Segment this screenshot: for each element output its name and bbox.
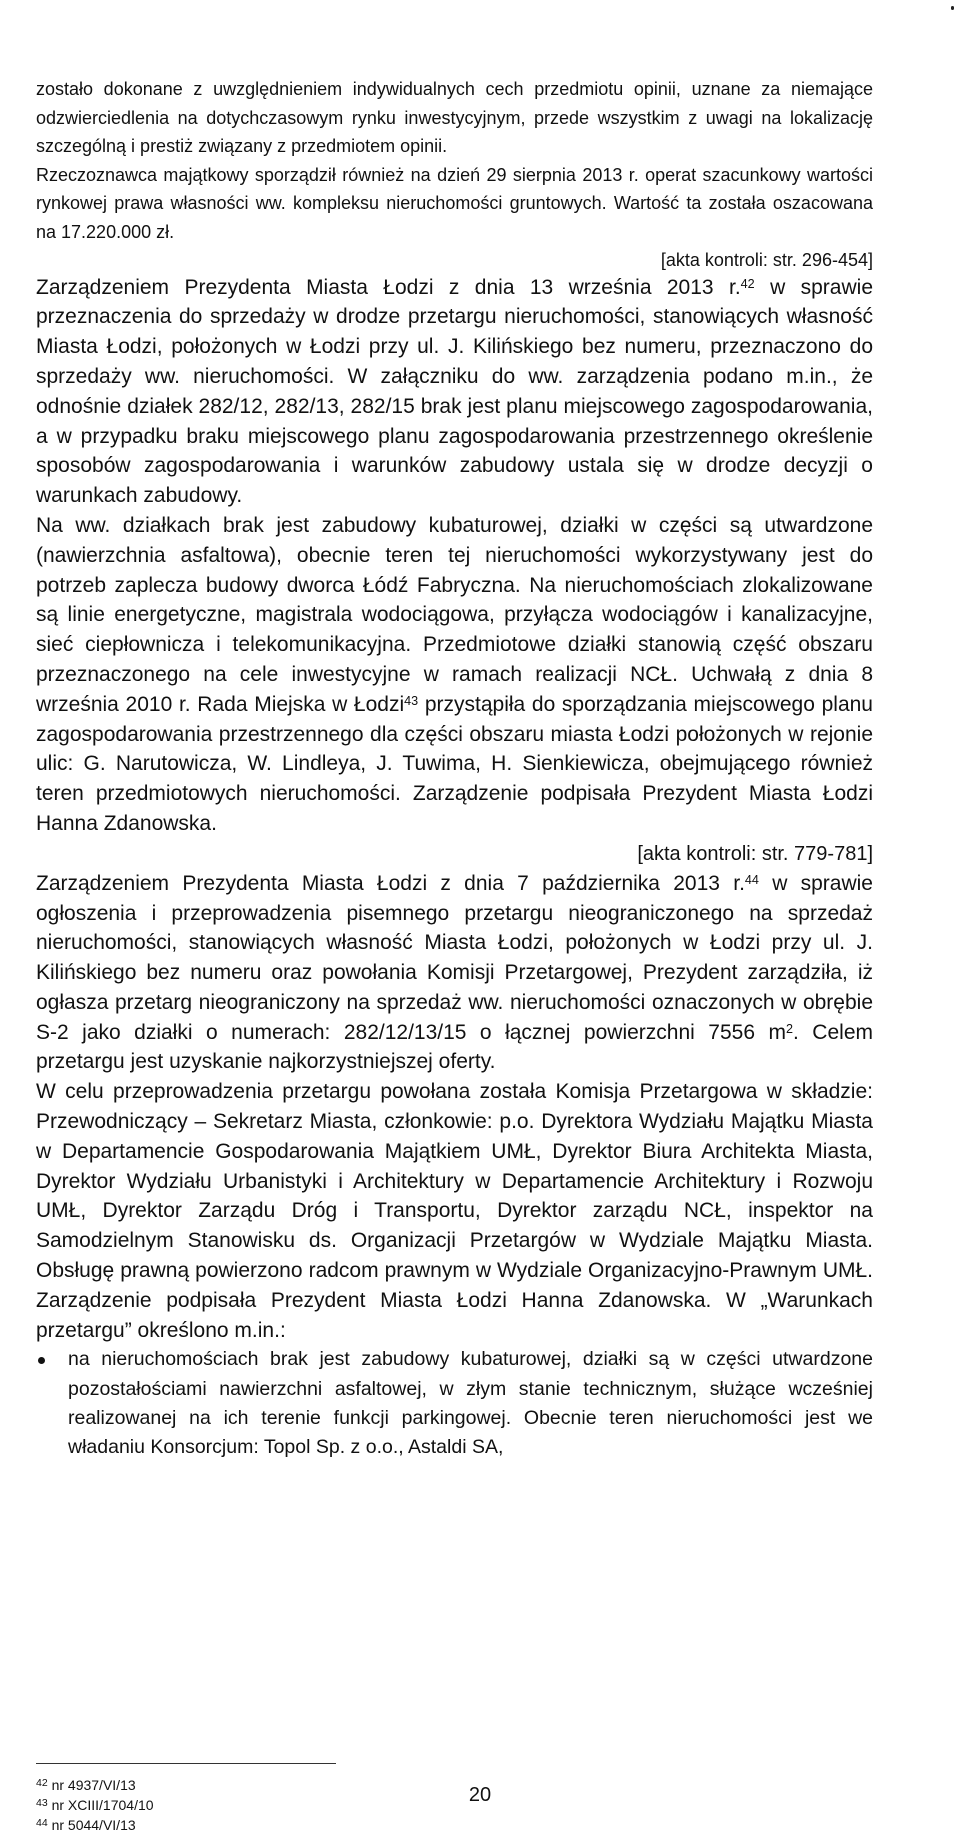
page-number: 20 xyxy=(468,1784,492,1806)
paragraph-opinion-valuation: zostało dokonane z uwzględnieniem indywidualnych cech przedmiotu opinii, uznane za niemające odzwierciedlenia na dotychczasowym rynku inwestycyjnym, przede wszystkim z uwagi na lokalizację szczególną i prestiż związany z przedmiotem opinii. xyxy=(36,79,873,157)
bullet-icon xyxy=(38,1357,45,1364)
superscript-area-unit: 2 xyxy=(785,1022,793,1037)
paragraph-zarzadzenie-sprzedaz xyxy=(36,273,873,511)
paragraph-text: Zarządzeniem Prezydenta Miasta Łodzi z dnia 13 września 2013 r. xyxy=(36,275,741,299)
footnote-ref-44: 44 xyxy=(744,873,759,888)
footnote-text: nr XCIII/1704/10 xyxy=(51,1797,154,1813)
paragraph-appraisal-report: Rzeczoznawca majątkowy sporządził również na dzień 29 sierpnia 2013 r. operat szacunkowy wartości rynkowej prawa własności ww. kompleksu nieruchomości gruntowych. Wartość ta została oszacowana na 17.220.000 zł. xyxy=(36,164,873,242)
footnote-number: 43 xyxy=(36,1797,48,1810)
footnote-ref-43: 43 xyxy=(404,694,419,709)
paragraph-dzialki-stan xyxy=(36,511,873,839)
paragraph-zarzadzenie-przetarg xyxy=(36,869,873,1078)
footnote-ref-42: 42 xyxy=(740,276,755,291)
reference-akta-kontroli: [akta kontroli: str. 296-454] xyxy=(660,249,873,270)
reference-akta-kontroli: [akta kontroli: str. 779-781] xyxy=(637,842,873,865)
paragraph-komisja-przetargowa: W celu przeprowadzenia przetargu powołana została Komisja Przetargowa w składzie: Przewodniczący – Sekretarz Miasta, członkowie: p.o. Dyrektora Wydziału Majątku Miasta w Departamencie Gospodarowania Majątkiem UMŁ, Dyrektor Biura Architekta Miasta, Dyrektor Wydziału Urbanistyki i Architektury w Departamencie Architektury i Rozwoju UMŁ, Dyrektor Zarządu Dróg i Transportu, Dyrektor zarządu NCŁ, inspektor na Samodzielnym Stanowisku ds. Organizacji Przetargów w Wydziale Majątku Miasta. Obsługę prawną powierzono radcom prawnym w Wydziale Organizacyjno-Prawnym UMŁ. Zarządzenie podpisała Prezydent Miasta Łodzi Hanna Zdanowska. W „Warunkach przetargu” określono m.in.: xyxy=(36,1080,873,1342)
paragraph-text: . Celem przetargu jest uzyskanie najkorzystniejszej oferty. xyxy=(36,1020,873,1074)
footnote-44 xyxy=(36,1815,154,1835)
conditions-list xyxy=(36,1345,873,1462)
paragraph-text: w sprawie ogłoszenia i przeprowadzenia pisemnego przetargu nieograniczonego na sprzedaż nieruchomości, stanowiących własność Miasta Łodzi, położonych w Łodzi przy ul. J. Kilińskiego bez numeru oraz powołania Komisji Przetargowej, Prezydent zarządziła, iż ogłasza przetarg nieograniczony na sprzedaż ww. nieruchomości oznaczonych w obrębie S-2 jako działki o numerach: 282/12/13/15 o łącznej powierzchni 7556 m xyxy=(36,871,873,1044)
list-item xyxy=(36,1345,873,1462)
footnote-number: 42 xyxy=(36,1777,48,1790)
footnote-divider xyxy=(36,1763,336,1764)
document-body xyxy=(36,75,873,1462)
paragraph-text: Zarządzeniem Prezydenta Miasta Łodzi z dnia 7 października 2013 r. xyxy=(36,871,745,895)
footnote-number: 44 xyxy=(36,1817,48,1830)
list-item-text: na nieruchomościach brak jest zabudowy kubaturowej, działki są w części utwardzone pozostałościami nawierzchni asfaltowej, w złym stanie technicznym, służące wcześniej realizowanej na ich terenie funkcji parkingowej. Obecnie teren nieruchomości jest we władaniu Konsorcjum: Topol Sp. z o.o., Astaldi SA, xyxy=(68,1348,873,1459)
paragraph-text: Na ww. działkach brak jest zabudowy kubaturowej, działki w części są utwardzone (nawierzchnia asfaltowa), obecnie teren tej nieruchomości wykorzystywany jest do potrzeb zaplecza budowy dworca Łódź Fabryczna. Na nieruchomościach zlokalizowane są linie energetyczne, magistrala wodociągowa, przyłącza wodociągów i kanalizacyjne, sieć ciepłownicza i telekomunikacyjna. Przedmiotowe działki stanowią część obszaru przeznaczonego na cele inwestycyjne w ramach realizacji NCŁ. Uchwałą z dnia 8 września 2010 r. Rada Miejska w Łodzi xyxy=(36,513,873,716)
page-corner-mark xyxy=(951,6,954,10)
footnote-text: nr 4937/VI/13 xyxy=(51,1777,136,1793)
footnote-text: nr 5044/VI/13 xyxy=(51,1817,136,1833)
paragraph-text: przystąpiła do sporządzania miejscowego planu zagospodarowania przestrzennego dla części obszaru miasta Łodzi położonych w rejonie ulic: G. Narutowicza, W. Lindleya, J. Tuwima, H. Sienkiewicza, obejmującego również teren przedmiotowych nieruchomości. Zarządzenie podpisała Prezydent Miasta Łodzi Hanna Zdanowska. xyxy=(36,692,873,835)
paragraph-text: w sprawie przeznaczenia do sprzedaży w drodze przetargu nieruchomości, stanowiących własność Miasta Łodzi, położonych w Łodzi przy ul. J. Kilińskiego bez numeru, przeznaczono do sprzedaży ww. nieruchomości. W załączniku do ww. zarządzenia podano m.in., że odnośnie działek 282/12, 282/13, 282/15 brak jest planu miejscowego zagospodarowania, a w przypadku braku miejscowego planu zagospodarowania przestrzennego określenie sposobów zagospodarowania i warunków zabudowy ustala się w drodze decyzji o warunkach zabudowy. xyxy=(36,275,873,508)
